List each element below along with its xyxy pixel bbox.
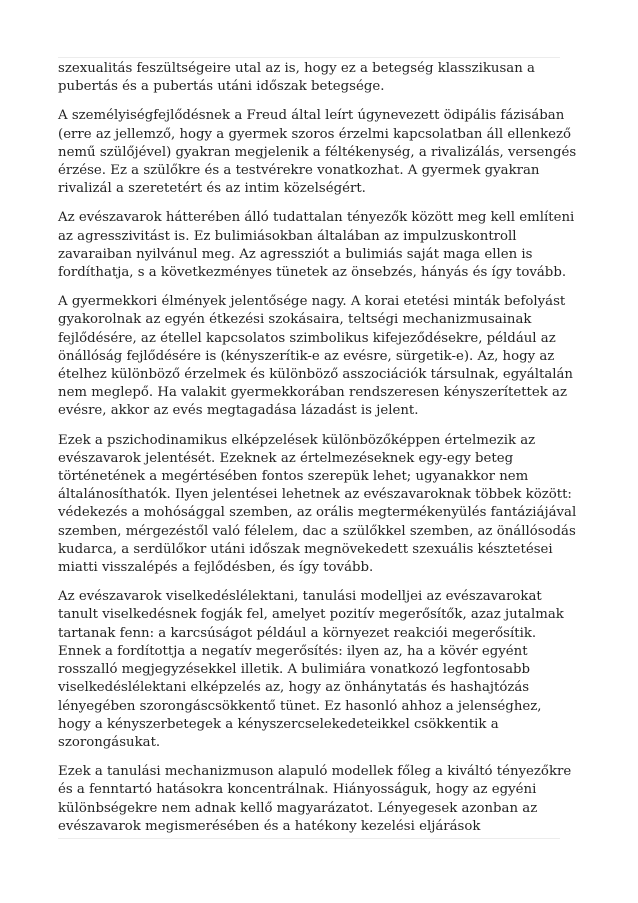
text-line: (erre az jellemző, hogy a gyermek szoros érzelmi kapcsolatban áll ellenkező [58, 126, 572, 142]
text-line: szorongásukat. [58, 734, 161, 750]
text-line: miatti visszalépés a fejlődésben, és így tovább. [58, 560, 374, 576]
text-line: Ezek a tanulási mechanizmuson alapuló modellek főleg a kiváltó tényezőkre [58, 764, 572, 780]
text-line: tanult viselkedésnek fogják fel, amelyet pozitív megerősítők, azaz jutalmak [58, 607, 564, 623]
paragraph [58, 209, 575, 282]
text-line: önállóság fejlődésére is (kényszerítik-e az evésre, sürgetik-e). Az, hogy az [58, 348, 555, 364]
text-line: lényegében szorongáscsökkentő tünet. Ez hasonló ahhoz a jelenséghez, [58, 698, 542, 714]
text-line: evészavarok jelentését. Ezeknek az értelmezéseknek egy-egy beteg [58, 450, 514, 466]
text-line: pubertás és a pubertás utáni időszak betegsége. [58, 79, 385, 95]
text-line: Ezek a pszichodinamikus elképzelések különbözőképpen értelmezik az [58, 432, 536, 448]
text-line: védekezés a mohósággal szemben, az orális megtermékenyülés fantáziájával [58, 505, 577, 521]
text-line: evésre, akkor az evés megtagadása lázadást is jelent. [58, 403, 419, 419]
paragraph [58, 107, 577, 198]
text-line: érzése. Ez a szülőkre és a testvérekre vonatkozhat. A gyermek gyakran [58, 163, 540, 179]
text-line: nem meglepő. Ha valakit gyermekkorában rendszeresen kényszerítettek az [58, 385, 567, 401]
text-line: viselkedéslélektani elképzelés az, hogy az önhánytatás és hashajtózás [58, 680, 530, 696]
paragraph [58, 293, 573, 420]
text-line: ételhez különböző érzelmek és különböző asszociációk társulnak, egyáltalán [58, 367, 573, 383]
paragraph [58, 432, 577, 578]
bottom-divider [58, 838, 560, 839]
text-line: Az evészavarok viselkedéslélektani, tanulási modelljei az evészavarokat [58, 589, 542, 605]
text-line: gyakorolnak az egyén étkezési szokásaira, teltségi mechanizmusainak [58, 312, 532, 328]
text-line: Az evészavarok hátterében álló tudattalan tényezők között meg kell említeni [58, 210, 575, 226]
text-line: fejlődésére, az étellel kapcsolatos szimbolikus kifejeződésekre, például az [58, 330, 556, 346]
text-line: fordíthatja, s a következményes tünetek az önsebzés, hányás és így tovább. [58, 265, 567, 281]
text-line: evészavarok megismerésében és a hatékony kezelési eljárások [58, 818, 481, 834]
document-body [58, 60, 577, 847]
text-line: nemű szülőjével) gyakran megjelenik a féltékenység, a rivalizálás, versengés [58, 144, 577, 160]
text-line: az agresszivitást is. Ez bulimiásokban általában az impulzuskontroll [58, 228, 517, 244]
paragraph [58, 763, 572, 836]
text-line: történetének a megértésében fontos szerepük lehet; ugyanakkor nem [58, 469, 529, 485]
text-line: hogy a kényszerbetegek a kényszercselekedeteikkel csökkentik a [58, 716, 499, 732]
text-line: szemben, mérgezéstől való félelem, dac a szülőkkel szemben, az önállósodás [58, 523, 576, 539]
text-line: A személyiségfejlődésnek a Freud által leírt úgynevezett ödipális fázisában [58, 108, 565, 124]
text-line: rosszalló megjegyzésekkel illetik. A bulimiára vonatkozó legfontosabb [58, 662, 531, 678]
paragraph [58, 588, 568, 752]
text-line: rivalizál a szeretetért és az intim közelségért. [58, 181, 366, 197]
text-line: különbségekre nem adnak kellő magyarázatot. Lényegesek azonban az [58, 800, 538, 816]
paragraph [58, 60, 568, 96]
text-line: zavaraiban nyilvánul meg. Az agressziót a bulimiás saját maga ellen is [58, 246, 533, 262]
text-line: és a fenntartó hatásokra koncentrálnak. Hiányosságuk, hogy az egyéni [58, 782, 537, 798]
text-line: kudarca, a serdülőkor utáni időszak megnövekedett szexuális késztetései [58, 541, 553, 557]
text-line: szexualitás feszültségeire utal az is, hogy ez a betegség klasszikusan a [58, 61, 535, 76]
text-line: általánosíthatók. Ilyen jelentései lehetnek az evészavaroknak többek között: [58, 487, 572, 503]
text-line: Ennek a fordítottja a negatív megerősítés: ilyen az, ha a kövér egyént [58, 643, 528, 659]
text-line: tartanak fenn: a karcsúságot például a környezet reakciói megerősítik. [58, 625, 537, 641]
top-divider [58, 57, 560, 58]
text-line: A gyermekkori élmények jelentősége nagy. A korai etetési minták befolyást [58, 294, 566, 310]
